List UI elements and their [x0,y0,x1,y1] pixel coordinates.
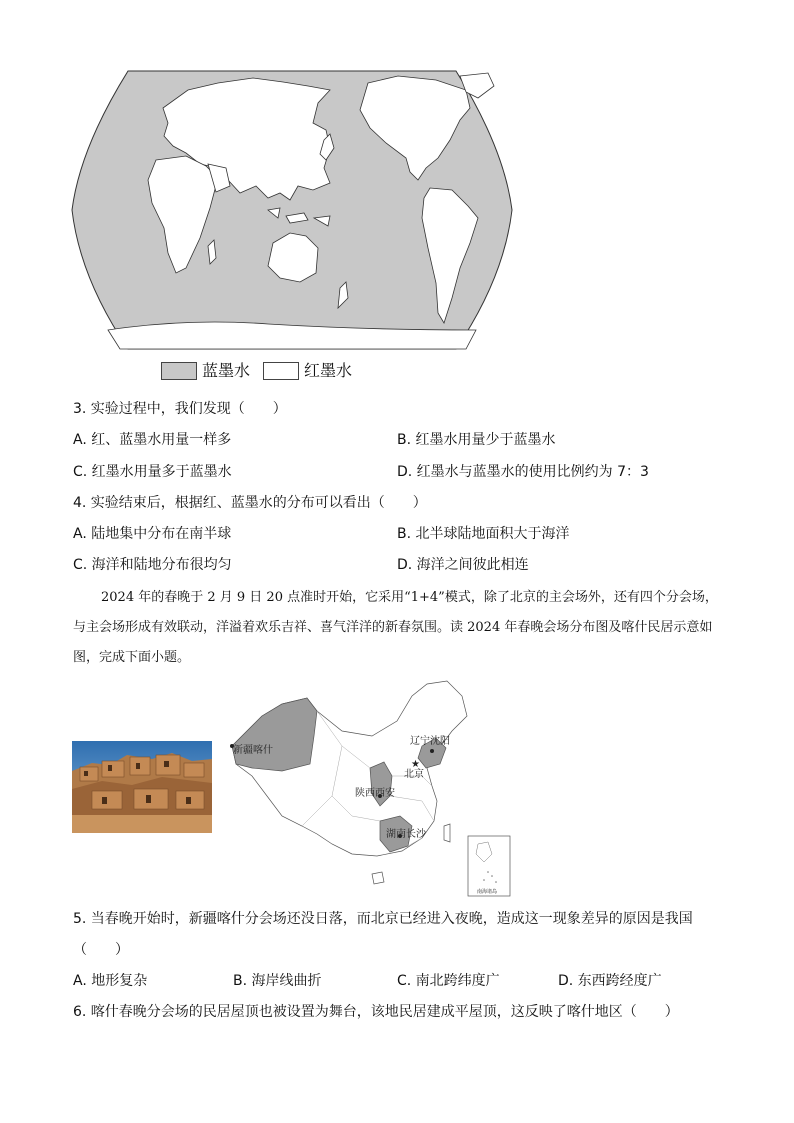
question-5-option-c[interactable]: C. 南北跨纬度广 [397,973,500,989]
question-3-option-a[interactable]: A. 红、蓝墨水用量一样多 [73,432,232,448]
reading-passage-text: 2024 年的春晚于 2 月 9 日 20 点准时开始，它采用“1+4”模式，除了北京的主会场外，还有四个分会场，与主会场形成有效联动，洋溢着欢乐吉祥、喜气洋洋的新春氛围。读 2024 年春晚会场分布图及喀什民居示意如图，完成下面小题。 [73,590,718,665]
world-map [68,68,516,352]
question-5-stem-line2: （ ） [73,942,129,958]
xian-label: 陕西西安 [355,788,395,799]
question-4-option-c[interactable]: C. 海洋和陆地分布很均匀 [73,557,232,573]
question-4-stem: 4. 实验结束后，根据红、蓝墨水的分布可以看出（ ） [73,495,427,511]
question-5-option-b[interactable]: B. 海岸线曲折 [233,973,322,989]
question-5-option-d[interactable]: D. 东西跨经度广 [558,973,662,989]
kashgar-label: 新疆喀什 [233,745,273,756]
legend-red-swatch [263,362,299,380]
question-4-option-a[interactable]: A. 陆地集中分布在南半球 [73,526,232,542]
question-5-stem-line1: 5. 当春晚开始时，新疆喀什分会场还没日落，而北京已经进入夜晚，造成这一现象差异的原因是我国 [73,911,693,927]
legend-blue-label: 蓝墨水 [202,361,251,380]
beijing-star: ★ [411,759,420,770]
china-map [222,676,518,900]
inset-label: 南海诸岛 [477,889,498,895]
question-4-option-d[interactable]: D. 海洋之间彼此相连 [397,557,529,573]
question-3-option-b[interactable]: B. 红墨水用量少于蓝墨水 [397,432,556,448]
legend-blue-swatch [161,362,197,380]
legend-red-label: 红墨水 [304,361,353,380]
question-4-option-b[interactable]: B. 北半球陆地面积大于海洋 [397,526,570,542]
taiwan-island [444,824,450,842]
question-3-option-c[interactable]: C. 红墨水用量多于蓝墨水 [73,464,232,480]
shenyang-marker [430,749,434,753]
kashgar-dwellings-photo [72,741,212,833]
question-5-option-a[interactable]: A. 地形复杂 [73,973,148,989]
question-3-stem: 3. 实验过程中，我们发现（ ） [73,401,287,417]
shenyang-label: 辽宁沈阳 [410,736,450,747]
question-6-stem: 6. 喀什春晚分会场的民居屋顶也被设置为舞台，该地民居建成平屋顶，这反映了喀什地区（ ） [73,1004,679,1020]
changsha-label: 湖南长沙 [386,829,426,840]
reading-passage [73,583,723,673]
xinjiang-region [232,698,317,771]
hainan-island [372,872,384,884]
question-3-option-d[interactable]: D. 红墨水与蓝墨水的使用比例约为 7：3 [397,464,649,480]
beijing-label: 北京 [404,769,424,780]
